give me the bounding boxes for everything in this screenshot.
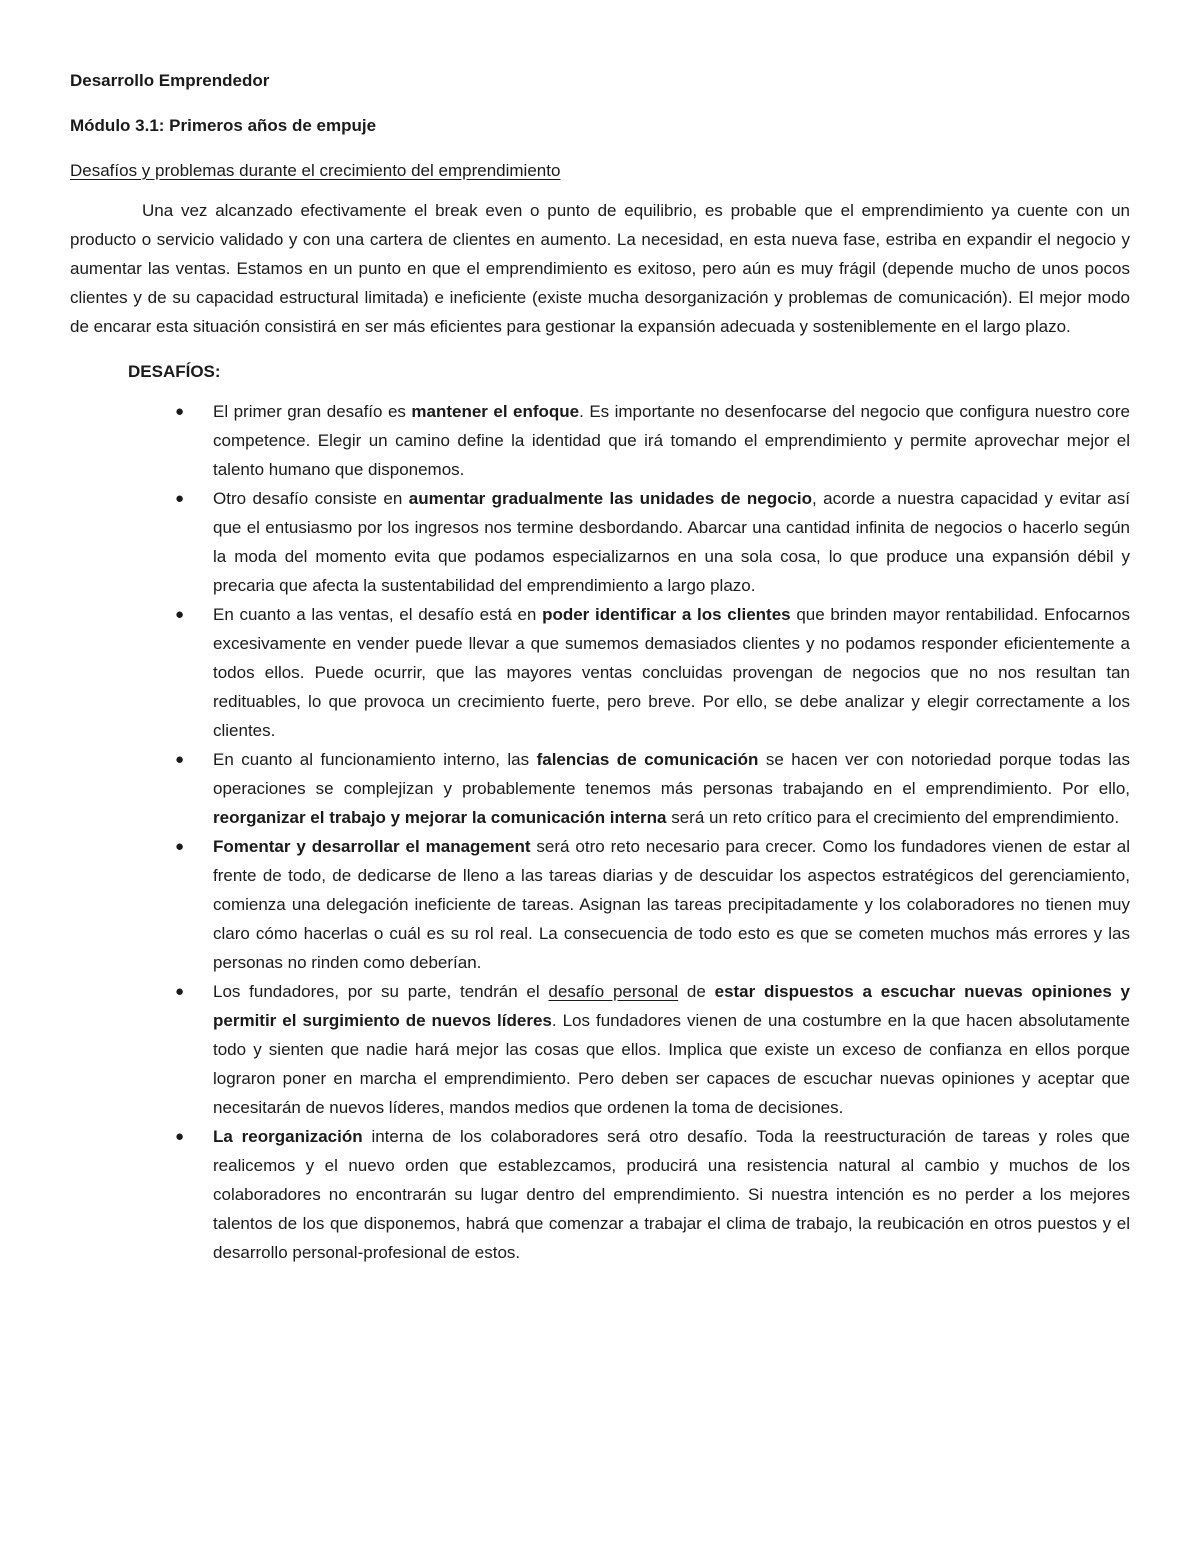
item-text: El primer gran desafío es	[213, 402, 412, 421]
bullet-icon: ●	[175, 838, 185, 855]
item-emphasis: falencias de comunicación	[536, 750, 759, 769]
item-text: interna de los colaboradores será otro desafío. Toda la reestructuración de tareas y roles que realicemos y el nuevo orden que establezcamos, producirá una resistencia natural al cambio y muchos de los colaboradores no encontrarán su lugar dentro del emprendimiento. Si nuestra intención es no perder a los mejores talentos de los que disponemos, habrá que comenzar a trabajar el clima de trabajo, la reubicación en otros puestos y el desarrollo personal-profesional de estos.	[213, 1127, 1130, 1262]
item-text: se hacen ver con notoriedad porque todas las operaciones se complejizan y probablemente tenemos más personas trabajando en el emprendimiento. Por ello,	[213, 750, 1130, 798]
item-emphasis: Fomentar y desarrollar el management	[213, 837, 531, 856]
item-text: En cuanto al funcionamiento interno, las	[213, 750, 537, 769]
challenges-list	[70, 397, 1130, 1267]
bullet-icon: ●	[175, 751, 185, 768]
item-emphasis: mantener el enfoque	[411, 402, 580, 421]
list-item	[70, 832, 1130, 977]
item-emphasis: La reorganización	[213, 1127, 363, 1146]
item-text: Los fundadores, por su parte, tendrán el	[213, 982, 549, 1001]
item-text: En cuanto a las ventas, el desafío está en	[213, 605, 543, 624]
item-text: de	[678, 982, 715, 1001]
section-title	[70, 160, 1130, 182]
item-underlined: desafío personal	[548, 982, 679, 1001]
item-emphasis: reorganizar el trabajo y mejorar la comunicación interna	[213, 808, 667, 827]
document-page	[70, 70, 1130, 1267]
item-text: que brinden mayor rentabilidad. Enfocarnos excesivamente en vender puede llevar a que sumemos demasiados clientes y no podamos responder eficientemente a todos ellos. Puede ocurrir, que las mayores ventas concluidas provengan de negocios que no nos resultan tan redituables, lo que provoca un crecimiento fuerte, pero breve. Por ello, se debe analizar y elegir correctamente a los clientes.	[213, 605, 1130, 740]
bullet-icon: ●	[175, 490, 185, 507]
list-item	[70, 977, 1130, 1122]
section-title-text: Desafíos y problemas durante el crecimiento del emprendimiento	[70, 161, 561, 180]
list-item	[70, 1122, 1130, 1267]
item-text: será otro reto necesario para crecer. Como los fundadores vienen de estar al frente de todo, de dedicarse de lleno a las tareas diarias y de descuidar los aspectos estratégicos del gerenciamiento, comienza una delegación ineficiente de tareas. Asignan las tareas precipitadamente y los colaboradores no tienen muy claro cómo hacerlas o cuál es su rol real. La consecuencia de todo esto es que se cometen muchos más errores y las personas no rinden como deberían.	[213, 837, 1130, 972]
item-text: será un reto crítico para el crecimiento del emprendimiento.	[666, 808, 1120, 827]
bullet-icon: ●	[175, 983, 185, 1000]
challenges-heading: DESAFÍOS:	[128, 362, 221, 381]
item-text: , acorde a nuestra capacidad y evitar así que el entusiasmo por los ingresos nos termine desbordando. Abarcar una cantidad infinita de negocios o hacerlo según la moda del momento evita que podamos especializarnos en una sola cosa, lo que produce una expansión débil y precaria que afecta la sustentabilidad del emprendimiento a largo plazo.	[213, 489, 1130, 595]
item-emphasis: estar dispuestos a escuchar nuevas opiniones y permitir el surgimiento de nuevos líderes	[213, 982, 1130, 1030]
document-title: Desarrollo Emprendedor	[70, 71, 270, 90]
intro-paragraph: Una vez alcanzado efectivamente el break even o punto de equilibrio, es probable que el emprendimiento ya cuente con un producto o servicio validado y con una cartera de clientes en aumento. La necesidad, en esta nueva fase, estriba en expandir el negocio y aumentar las ventas. Estamos en un punto en que el emprendimiento es exitoso, pero aún es muy frágil (depende mucho de unos pocos clientes y de su capacidad estructural limitada) e ineficiente (existe mucha desorganización y problemas de comunicación). El mejor modo de encarar esta situación consistirá en ser más eficientes para gestionar la expansión adecuada y sosteniblemente en el largo plazo.	[70, 201, 1130, 336]
item-emphasis: aumentar gradualmente las unidades de negocio	[408, 489, 813, 508]
list-item	[70, 745, 1130, 832]
item-text: . Los fundadores vienen de una costumbre en la que hacen absolutamente todo y sienten que nadie hará mejor las cosas que ellos. Implica que existe un exceso de confianza en ellos porque lograron poner en marcha el emprendimiento. Pero deben ser capaces de escuchar nuevas opiniones y aceptar que necesitarán de nuevos líderes, mandos medios que ordenen la toma de decisiones.	[213, 1011, 1130, 1117]
list-item	[70, 397, 1130, 484]
bullet-icon: ●	[175, 606, 185, 623]
list-item	[70, 600, 1130, 745]
item-text: . Es importante no desenfocarse del negocio que configura nuestro core competence. Elegir un camino define la identidad que irá tomando el emprendimiento y permite aprovechar mejor el talento humano que disponemos.	[213, 402, 1130, 479]
item-text: Otro desafío consiste en	[213, 489, 409, 508]
bullet-icon: ●	[175, 1128, 185, 1145]
module-title: Módulo 3.1: Primeros años de empuje	[70, 116, 377, 135]
item-emphasis: poder identificar a los clientes	[542, 605, 791, 624]
list-item	[70, 484, 1130, 600]
bullet-icon: ●	[175, 403, 185, 420]
